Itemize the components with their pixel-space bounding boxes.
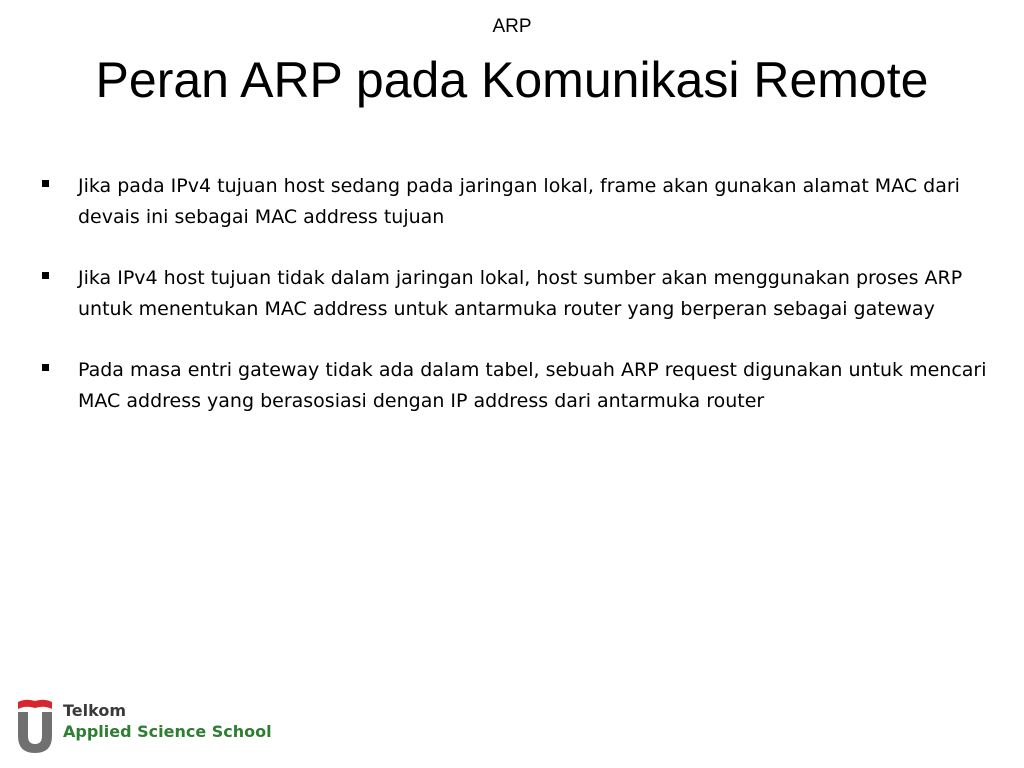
logo-gray-u bbox=[18, 712, 52, 753]
bullet-list bbox=[38, 171, 988, 447]
logo-school-text: Applied Science School bbox=[63, 722, 272, 741]
bullet-text: Jika IPv4 host tujuan tidak dalam jaringan lokal, host sumber akan menggunakan proses ARP untuk menentukan MAC address untuk antarmuka router yang berperan sebagai gateway bbox=[78, 267, 963, 320]
bullet-item bbox=[38, 355, 988, 416]
telkom-logo bbox=[16, 698, 286, 754]
section-label: ARP bbox=[492, 16, 532, 37]
square-bullet-icon bbox=[42, 272, 49, 279]
slide-title: Peran ARP pada Komunikasi Remote bbox=[95, 52, 929, 108]
logo-telkom-text: Telkom bbox=[63, 701, 126, 720]
bullet-item bbox=[38, 263, 988, 324]
logo-red-wave bbox=[18, 700, 52, 709]
bullet-text: Pada masa entri gateway tidak ada dalam tabel, sebuah ARP request digunakan untuk mencari MAC address yang berasosiasi dengan IP address dari antarmuka router bbox=[78, 359, 987, 412]
square-bullet-icon bbox=[42, 364, 49, 371]
square-bullet-icon bbox=[42, 180, 49, 187]
bullet-text: Jika pada IPv4 tujuan host sedang pada jaringan lokal, frame akan gunakan alamat MAC dari devais ini sebagai MAC address tujuan bbox=[78, 175, 960, 228]
bullet-item bbox=[38, 171, 988, 232]
telkom-u-icon bbox=[16, 698, 54, 754]
